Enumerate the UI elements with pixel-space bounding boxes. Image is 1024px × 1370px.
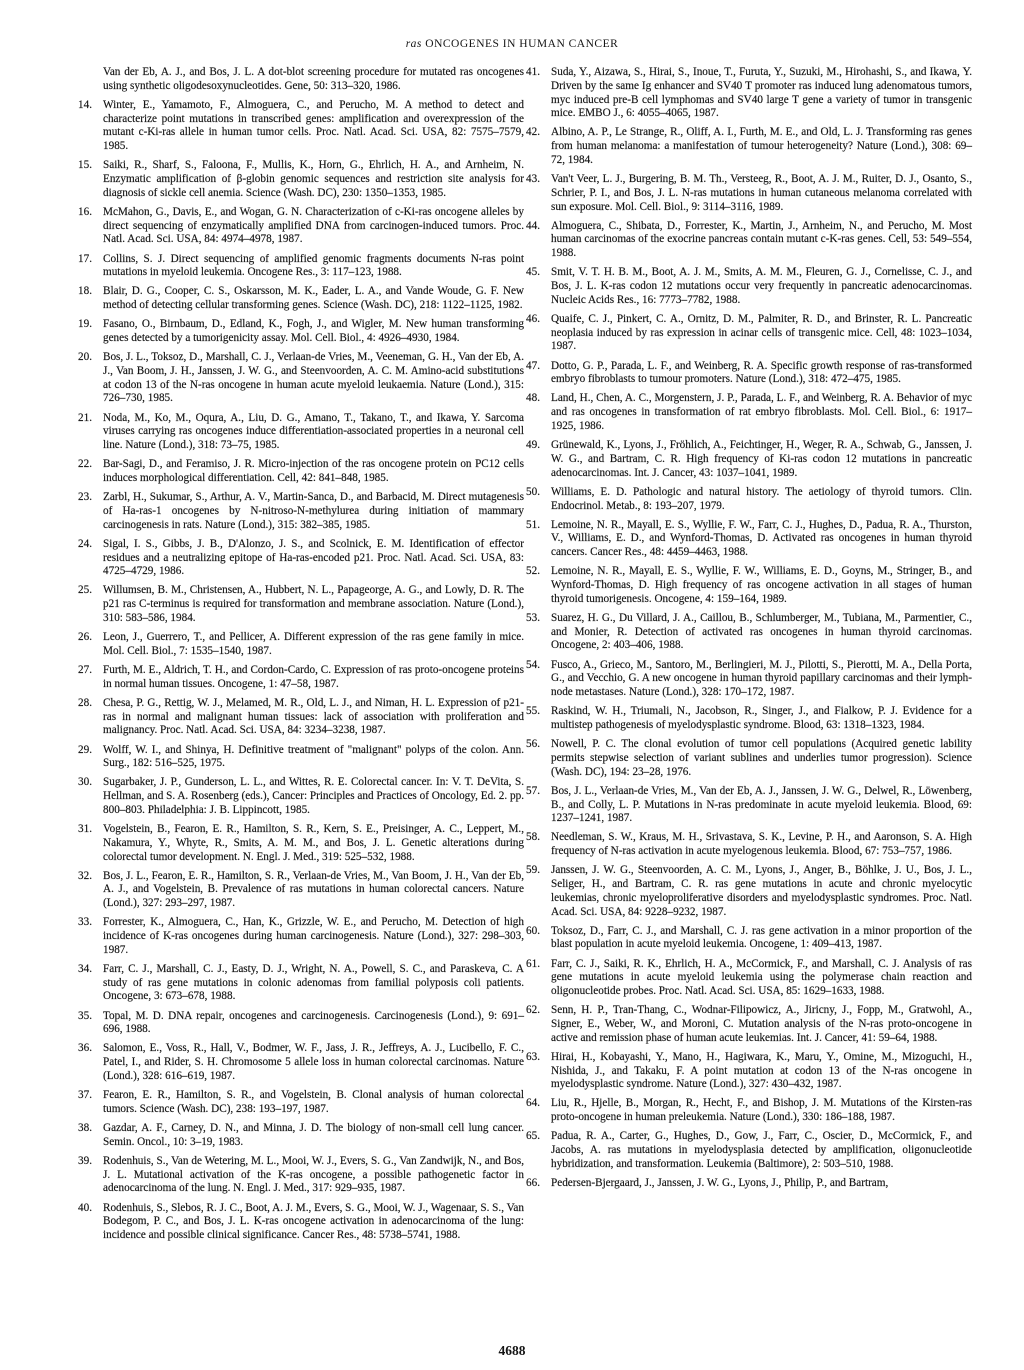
left-reference-column (78, 66, 524, 1248)
reference-number: 46. (526, 312, 540, 325)
reference-entry (526, 958, 972, 999)
reference-entry (78, 823, 524, 864)
reference-number: 50. (526, 485, 540, 498)
reference-text: Almoguera, C., Shibata, D., Forrester, K., Martin, J., Arnheim, N., and Perucho, M. Most human carcinomas of the exocrine pancreas contain mutant c-K-ras genes. Cell, 53: 549–554, 1988. (551, 219, 972, 260)
reference-text: Fearon, E. R., Hamilton, S. R., and Vogelstein, B. Clonal analysis of human colorectal tumors. Science (Wash. DC), 238: 193–197, 1987. (103, 1089, 524, 1115)
reference-entry (526, 864, 972, 919)
reference-entry (526, 1097, 972, 1125)
reference-text: McMahon, G., Davis, E., and Wogan, G. N. Characterization of c-Ki-ras oncogene alleles by direct sequencing of enzymatically amplified DNA from carcinogen-induced tumors. Proc. Natl. Acad. Sci. USA, 84: 4974–4978, 1987. (103, 205, 524, 246)
reference-text: Fusco, A., Grieco, M., Santoro, M., Berlingieri, M. J., Pilotti, S., Pierotti, M. A., Della Porta, G., and Vecchio, G. A new oncogene in human thyroid papillary carcinomas and their lymph-node metastases. Nature (Lond.), 328: 170–172, 1987. (551, 658, 972, 699)
reference-number: 17. (78, 252, 92, 265)
reference-number: 45. (526, 266, 540, 279)
reference-text: Wolff, W. I., and Shinya, H. Definitive treatment of "malignant" polyps of the colon. Ann. Surg., 182: 516–525, 1975. (103, 743, 524, 770)
reference-number: 48. (526, 392, 540, 405)
reference-number: 20. (78, 351, 92, 364)
reference-number: 25. (78, 584, 92, 597)
reference-number: 22. (78, 458, 92, 471)
reference-entry (526, 1177, 972, 1191)
reference-number: 57. (526, 784, 540, 797)
reference-entry (78, 351, 524, 406)
reference-number: 14. (78, 98, 92, 111)
reference-number: 16. (78, 205, 92, 218)
reference-number: 47. (526, 359, 540, 372)
reference-number: 31. (78, 823, 92, 836)
reference-number: 51. (526, 518, 540, 531)
reference-number: 26. (78, 631, 92, 644)
reference-text: Pedersen-Bjergaard, J., Janssen, J. W. G., Lyons, J., Philip, P., and Bartram, (551, 1177, 889, 1190)
reference-number: 66. (526, 1177, 540, 1190)
reference-text: Sigal, I. S., Gibbs, J. B., D'Alonzo, J. S., and Scolnick, E. M. Identification of effector residues and a neutralizing epitope of Ha-ras-encoded p21. Proc. Natl. Acad. Sci. USA, 83: 4725–4729, 1986. (103, 537, 524, 578)
reference-entry (78, 584, 524, 625)
reference-entry (78, 870, 524, 911)
reference-number: 42. (526, 126, 540, 139)
reference-text: Blair, D. G., Cooper, C. S., Oskarsson, M. K., Eader, L. A., and Vande Woude, G. F. New method of detecting cellular transforming genes. Science (Wash. DC), 218: 1122–1125, 1982. (103, 285, 524, 312)
reference-number: 56. (526, 738, 540, 751)
reference-number: 37. (78, 1089, 92, 1102)
reference-number: 55. (526, 705, 540, 718)
reference-text: Saiki, R., Sharf, S., Faloona, F., Mullis, K., Horn, G., Ehrlich, H. A., and Arnheim, N. Enzymatic amplification of β-globin genomic sequences and restriction site analysis for diagnosis of sickle cell anemia. Science (Wash. DC), 230: 1350–1353, 1985. (103, 159, 524, 199)
reference-text: Bos, J. L., Verlaan-de Vries, M., Van der Eb, A. J., Janssen, J. W. G., Delwel, R., Löwenberg, B., and Colly, L. P. Mutations in N-ras predominate in acute myeloid leukemia. Blood, 69: 1237–1241, 1987. (551, 784, 972, 825)
reference-text: Winter, E., Yamamoto, F., Almoguera, C., and Perucho, M. A method to detect and characterize point mutations in transcribed genes: amplification and overexpression of the mutant c-Ki-ras allele in human tumor cells. Proc. Natl. Acad. Sci. USA, 82: 7575–7579, 1985. (103, 98, 524, 153)
reference-entry (526, 439, 972, 480)
reference-number: 49. (526, 439, 540, 452)
reference-number: 52. (526, 565, 540, 578)
reference-text: Grünewald, K., Lyons, J., Fröhlich, A., Feichtinger, H., Weger, R. A., Schwab, G., Janssen, J. W. G., and Bartram, C. R. High frequency of Ki-ras codon 12 mutations in pancreatic adenocarcinomas. Int. J. Cancer, 43: 1037–1041, 1989. (551, 439, 972, 479)
reference-entry (526, 313, 972, 354)
reference-text: Rodenhuis, S., Slebos, R. J. C., Boot, A. J. M., Evers, S. G., Mooi, W. J., Wagenaar, S. S., Van Bodegom, P. C., and Bos, J. L. K-ras oncogene activation in adenocarcinoma of the lung: incidence and possible clinical significance. Cancer Res., 48: 5738–5741, 1988. (103, 1201, 524, 1242)
reference-text: Noda, M., Ko, M., Oqura, A., Liu, D. G., Amano, T., Takano, T., and Ikawa, Y. Sarcoma viruses carrying ras oncogenes induce differentiation-associated properties in a neuronal cell line. Nature (Lond.), 318: 73–75, 1985. (103, 411, 524, 452)
reference-text: Dotto, G. P., Parada, L. F., and Weinberg, R. A. Specific growth response of ras-transformed embryo fibroblasts to tumour promoters. Nature (Lond.), 318: 472–475, 1985. (551, 359, 972, 386)
reference-number: 59. (526, 864, 540, 877)
reference-entry (78, 1122, 524, 1150)
reference-number: 54. (526, 658, 540, 671)
reference-text: Hirai, H., Kobayashi, Y., Mano, H., Hagiwara, K., Maru, Y., Omine, M., Mizoguchi, H., Nishida, J., and Takaku, F. A point mutation at codon 13 of the N-ras oncogene in myelodysplastic syndrome. Nature (Lond.), 327: 430–432, 1987. (551, 1050, 972, 1091)
reference-number: 15. (78, 159, 92, 172)
reference-entry (526, 66, 972, 121)
reference-number: 53. (526, 611, 540, 624)
reference-entry (78, 1202, 524, 1243)
reference-entry (526, 486, 972, 514)
reference-entry (78, 99, 524, 154)
reference-number: 62. (526, 1004, 540, 1017)
reference-entry (78, 1089, 524, 1117)
reference-number: 19. (78, 318, 92, 331)
reference-entry (526, 1004, 972, 1045)
reference-number: 28. (78, 696, 92, 709)
reference-entry (78, 916, 524, 957)
reference-text: Needleman, S. W., Kraus, M. H., Srivastava, S. K., Levine, P. H., and Aaronson, S. A. High frequency of N-ras activation in acute myelogenous leukemia. Blood, 67: 753–757, 1986. (551, 831, 972, 858)
reference-number: 44. (526, 219, 540, 232)
reference-number: 65. (526, 1130, 540, 1143)
reference-text: Fasano, O., Birnbaum, D., Edland, K., Fogh, J., and Wigler, M. New human transforming genes detected by a tumorigenicity assay. Mol. Cell. Biol., 4: 4926–4930, 1984. (103, 318, 524, 345)
running-header-text: ONCOGENES IN HUMAN CANCER (421, 38, 619, 50)
reference-text: Farr, C. J., Marshall, C. J., Easty, D. J., Wright, N. A., Powell, S. C., and Paraskeva, C. A study of ras gene mutations in colonic adenomas from familial polyposis coli patients. Oncogene, 3: 673–678, 1988. (103, 962, 524, 1003)
reference-entry (78, 744, 524, 772)
reference-number: 29. (78, 743, 92, 756)
reference-entry (78, 412, 524, 453)
reference-entry (78, 631, 524, 659)
reference-number: 63. (526, 1050, 540, 1063)
reference-entry (78, 318, 524, 346)
reference-number: 60. (526, 924, 540, 937)
reference-text: Bos, J. L., Toksoz, D., Marshall, C. J., Verlaan-de Vries, M., Veeneman, G. H., Van der Eb, A. J., Van Boom, J. H., Janssen, J. W. G., and Steenvoorden, A. C. M. Amino-acid substitutions at codon 13 of the N-ras oncogene in human acute myeloid leukaemia. Nature (Lond.), 315: 726–730, 1985. (103, 351, 524, 405)
reference-text: Topal, M. D. DNA repair, oncogenes and carcinogenesis. Carcinogenesis (Lond.), 9: 691–696, 1988. (103, 1009, 524, 1036)
reference-text: Collins, S. J. Direct sequencing of amplified genomic fragments documents N-ras point mutations in myeloid leukemia. Oncogene Res., 3: 117–123, 1988. (103, 252, 524, 279)
page-number: 4688 (498, 1343, 526, 1358)
reference-text: Rodenhuis, S., Van de Wetering, M. L., Mooi, W. J., Evers, S. G., Van Zandwijk, N., and Bos, J. L. Mutational activation of the K-ras oncogene, a possible pathogenetic factor in adenocarcinoma of the lung. N. Engl. J. Med., 317: 929–935, 1987. (103, 1154, 524, 1195)
reference-entry (78, 664, 524, 692)
reference-text: Forrester, K., Almoguera, C., Han, K., Grizzle, W. E., and Perucho, M. Detection of high incidence of K-ras oncogenes during human carcinogenesis. Nature (Lond.), 327: 298–303, 1987. (103, 916, 524, 956)
reference-text: Furth, M. E., Aldrich, T. H., and Cordon-Cardo, C. Expression of ras proto-oncogene proteins in normal human tissues. Oncogene, 1: 47–58, 1987. (103, 663, 524, 690)
reference-number: 18. (78, 285, 92, 298)
reference-number: 27. (78, 663, 92, 676)
reference-text: Farr, C. J., Saiki, R. K., Ehrlich, H. A., McCormick, F., and Marshall, C. J. Analysis of ras gene mutations in acute myeloid leukemia using the polymerase chain reaction and oligonucleotide probes. Proc. Natl. Acad. Sci. USA, 85: 1629–1633, 1988. (551, 957, 972, 998)
reference-text: Padua, R. A., Carter, G., Hughes, D., Gow, J., Farr, C., Oscier, D., McCormick, F., and Jacobs, A. ras mutations in myelodysplasia detected by amplification, oligonucleotide hybridization, and transformation. Leukemia (Baltimore), 2: 503–510, 1988. (551, 1130, 972, 1170)
reference-text: Willumsen, B. M., Christensen, A., Hubbert, N. L., Papageorge, A. G., and Lowly, D. R. The p21 ras C-terminus is required for transformation and membrane association. Nature (Lond.), 310: 583–586, 1984. (103, 584, 524, 624)
reference-text: Bar-Sagi, D., and Feramiso, J. R. Micro-injection of the ras oncogene protein on PC12 cells induces morphological differentiation. Cell, 42: 841–848, 1985. (103, 458, 524, 485)
reference-text: Williams, E. D. Pathologic and natural history. The aetiology of thyroid tumors. Clin. Endocrinol. Metab., 8: 193–207, 1979. (551, 485, 972, 512)
reference-entry (526, 831, 972, 859)
reference-number: 58. (526, 831, 540, 844)
reference-entry (526, 925, 972, 953)
reference-entry (526, 1130, 972, 1171)
reference-text: Van der Eb, A. J., and Bos, J. L. A dot-blot screening procedure for mutated ras oncogenes using synthetic oligodesoxynucleotides. Gene, 50: 313–320, 1986. (103, 66, 524, 92)
reference-entry (78, 206, 524, 247)
reference-text: Lemoine, N. R., Mayall, E. S., Wyllie, F. W., Farr, C. J., Hughes, D., Padua, R. A., Thurston, V., Williams, E. D., and Wynford-Thomas, D. Activated ras oncogenes in human thyroid cancers. Cancer Res., 48: 4459–4463, 1988. (551, 518, 972, 559)
reference-entry (526, 266, 972, 307)
reference-text: Nowell, P. C. The clonal evolution of tumor cell populations (Acquired genetic lability permits stepwise selection of variant sublines and underlies tumor progression). Science (Wash. DC), 194: 23–28, 1976. (551, 738, 972, 778)
reference-text: Lemoine, N. R., Mayall, E. S., Wyllie, F. W., Williams, E. D., Goyns, M., Stringer, B., and Wynford-Thomas, D. High frequency of ras oncogene activation in all stages of human thyroid tumorigenesis. Oncogene, 4: 159–164, 1989. (551, 565, 972, 605)
reference-number: 38. (78, 1122, 92, 1135)
reference-entry (526, 659, 972, 700)
reference-entry (526, 220, 972, 261)
reference-text: Van't Veer, L. J., Burgering, B. M. Th., Versteeg, R., Boot, A. J. M., Ruiter, D. J., Osanto, S., Schrier, P. I., and Bos, J. L. N-ras mutations in human cutaneous melanoma correlated with sun exposure. Mol. Cell. Biol., 9: 3114–3116, 1989. (551, 173, 972, 213)
reference-entry (526, 173, 972, 214)
reference-number: 61. (526, 957, 540, 970)
reference-text: Suarez, H. G., Du Villard, J. A., Caillou, B., Schlumberger, M., Tubiana, M., Parmentier, C., and Monier, R. Detection of activated ras oncogenes in human thyroid carcinomas. Oncogene, 2: 403–406, 1988. (551, 611, 972, 652)
reference-entry (526, 519, 972, 560)
reference-entry (78, 253, 524, 281)
reference-text: Gazdar, A. F., Carney, D. N., and Minna, J. D. The biology of non-small cell lung cancer. Semin. Oncol., 10: 3–19, 1983. (103, 1122, 524, 1148)
reference-number: 40. (78, 1201, 92, 1214)
reference-entry (526, 612, 972, 653)
reference-number: 35. (78, 1009, 92, 1022)
reference-number: 34. (78, 962, 92, 975)
reference-entry (78, 538, 524, 579)
reference-entry (526, 738, 972, 779)
reference-text: Smit, V. T. H. B. M., Boot, A. J. M., Smits, A. M. M., Fleuren, G. J., Cornelisse, C. J., and Bos, J. L. K-ras codon 12 mutations occur very frequently in pancreatic adenocarcinomas. Nucleic Acids Res., 16: 7773–7782, 1988. (551, 266, 972, 306)
reference-entry (526, 705, 972, 733)
reference-number: 30. (78, 776, 92, 789)
reference-entry (78, 963, 524, 1004)
reference-number: 36. (78, 1042, 92, 1055)
reference-text: Suda, Y., Aizawa, S., Hirai, S., Inoue, T., Furuta, Y., Suzuki, M., Hirohashi, S., and Ikawa, Y. Driven by the same Ig enhancer and SV40 T promoter ras induced lung adenomatous tumors, myc induced pre-B cell lymphomas and SV40 large T gene a variety of tumor in transgenic mice. EMBO J., 6: 4055–4065, 1987. (551, 66, 972, 120)
reference-text: Albino, A. P., Le Strange, R., Oliff, A. I., Furth, M. E., and Old, L. J. Transforming ras genes from human melanoma: a manifestation of tumour heterogeneity? Nature (Lond.), 308: 69–72, 1984. (551, 126, 972, 166)
reference-number: 33. (78, 916, 92, 929)
reference-entry (526, 785, 972, 826)
reference-text: Senn, H. P., Tran-Thang, C., Wodnar-Filipowicz, A., Jiricny, J., Fopp, M., Gratwohl, A., Signer, E., Weber, W., and Moroni, C. Mutation analysis of the N-ras proto-oncogene in active and remission phase of human acute leukemias. Int. J. Cancer, 41: 59–64, 1988. (551, 1004, 972, 1044)
reference-entry (526, 126, 972, 167)
reference-entry (78, 1042, 524, 1083)
reference-number: 39. (78, 1154, 92, 1167)
reference-entry (78, 1010, 524, 1038)
reference-entry (526, 392, 972, 433)
reference-text: Toksoz, D., Farr, C. J., and Marshall, C. J. ras gene activation in a minor proportion of the blast population in acute myeloid leukemia. Oncogene, 1: 409–413, 1987. (551, 924, 972, 951)
reference-text: Chesa, P. G., Rettig, W. J., Melamed, M. R., Old, L. J., and Niman, H. L. Expression of p21-ras in normal and malignant human tissues: lack of association with proliferation and malignancy. Proc. Natl. Acad. Sci. USA, 84: 3234–3238, 1987. (103, 696, 524, 737)
reference-entry (78, 458, 524, 486)
running-header (0, 38, 1024, 50)
reference-entry (78, 1155, 524, 1196)
reference-entry (78, 159, 524, 200)
reference-text: Sugarbaker, J. P., Gunderson, L. L., and Wittes, R. E. Colorectal cancer. In: V. T. DeVita, S. Hellman, and S. A. Rosenberg (eds.), Cancer: Principles and Practices of Oncology, Ed. 2. pp. 800–803. Philadelphia: J. B. Lippincott, 1985. (103, 776, 524, 816)
reference-text: Leon, J., Guerrero, T., and Pellicer, A. Different expression of the ras gene family in mice. Mol. Cell. Biol., 7: 1535–1540, 1987. (103, 631, 524, 657)
right-reference-column (526, 66, 972, 1196)
reference-entry (526, 565, 972, 606)
reference-text: Raskind, W. H., Triumali, N., Jacobson, R., Singer, J., and Fialkow, P. J. Evidence for a multistep pathogenesis of myelodysplastic syndrome. Blood, 63: 1318–1323, 1984. (551, 705, 972, 731)
reference-entry (526, 360, 972, 388)
reference-entry (78, 776, 524, 817)
reference-entry (78, 491, 524, 532)
reference-entry (78, 285, 524, 313)
reference-number: 41. (526, 66, 540, 78)
reference-text: Vogelstein, B., Fearon, E. R., Hamilton, S. R., Kern, S. E., Preisinger, A. C., Leppert, M., Nakamura, Y., Whyte, R., Smits, A. M. M., and Bos, J. L. Genetic alterations during colorectal tumor development. N. Engl. J. Med., 319: 525–532, 1988. (103, 823, 524, 863)
reference-text: Liu, R., Hjelle, B., Morgan, R., Hecht, F., and Bishop, J. M. Mutations of the Kirsten-ras proto-oncogene in human preleukemia. Nature (Lond.), 330: 186–188, 1987. (551, 1097, 972, 1124)
reference-number: 23. (78, 491, 92, 504)
reference-entry (78, 697, 524, 738)
reference-text: Bos, J. L., Fearon, E. R., Hamilton, S. R., Verlaan-de Vries, M., Van Boom, J. H., Van der Eb, A. J., and Vogelstein, B. Prevalence of ras mutations in human colorectal cancers. Nature (Lond.), 327: 293–297, 1987. (103, 869, 524, 910)
reference-number: 24. (78, 537, 92, 550)
reference-text: Quaife, C. J., Pinkert, C. A., Ornitz, D. M., Palmiter, R. D., and Brinster, R. L. Pancreatic neoplasia induced by ras expression in acinar cells of transgenic mice. Cell, 48: 1023–1034, 1987. (551, 312, 972, 353)
reference-number: 64. (526, 1097, 540, 1110)
reference-text: Salomon, E., Voss, R., Hall, V., Bodmer, W. F., Jass, J. R., Jeffreys, A. J., Lucibello, F. C., Patel, I., and Rider, S. H. Chromosome 5 allele loss in human colorectal carcinomas. Nature (Lond.), 328: 616–619, 1987. (103, 1042, 524, 1082)
reference-number: 21. (78, 411, 92, 424)
reference-text: Land, H., Chen, A. C., Morgenstern, J. P., Parada, L. F., and Weinberg, R. A. Behavior of myc and ras oncogenes in transformation of rat embryo fibroblasts. Mol. Cell. Biol., 6: 1917–1925, 1986. (551, 392, 972, 432)
reference-entry (78, 66, 524, 94)
reference-text: Zarbl, H., Sukumar, S., Arthur, A. V., Martin-Sanca, D., and Barbacid, M. Direct mutagenesis of Ha-ras-1 oncogenes by N-nitroso-N-methylurea during initiation of mammary carcinogenesis in rats. Nature (Lond.), 315: 382–385, 1985. (103, 491, 524, 531)
reference-entry (526, 1051, 972, 1092)
running-header-italic: ras (405, 38, 422, 50)
reference-number: 32. (78, 869, 92, 882)
reference-number: 43. (526, 173, 540, 186)
reference-text: Janssen, J. W. G., Steenvoorden, A. C. M., Lyons, J., Anger, B., Böhlke, J. U., Bos, J. L., Seliger, H., and Bartram, C. R. ras gene mutations in acute and chronic myelocytic leukemias, chronic myeloproliferative disorders and myelodysplastic syndromes. Proc. Natl. Acad. Sci. USA, 84: 9228–9232, 1987. (551, 864, 972, 918)
